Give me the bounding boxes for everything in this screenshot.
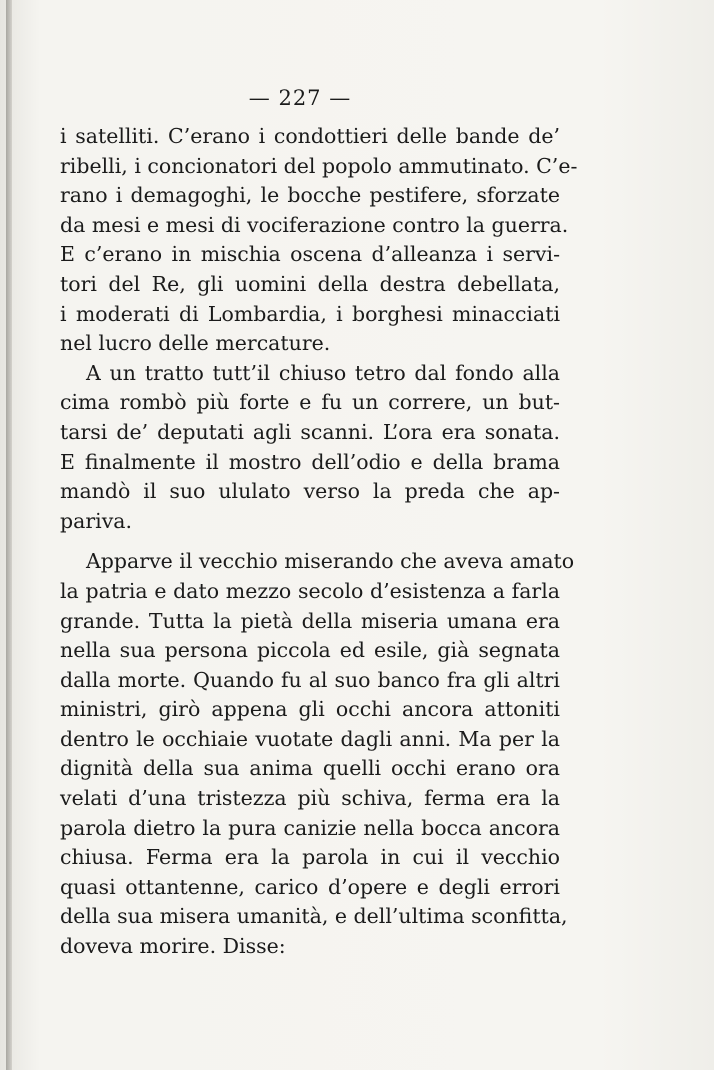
- text-line: nel lucro delle mercature.: [60, 331, 331, 356]
- text-line: A un tratto tutt’il chiuso tetro dal fondo alla: [86, 360, 560, 385]
- text-line: E finalmente il mostro dell’odio e della brama: [60, 449, 560, 474]
- text-line: dalla morte. Quando fu al suo banco fra gli altri: [60, 667, 560, 692]
- text-line: i satelliti. C’erano i condottieri delle bande de’: [60, 124, 560, 148]
- text-line: tarsi de’ deputati agli scanni. L’ora era sonata.: [60, 419, 560, 444]
- text-line: pariva.: [60, 508, 133, 533]
- text-line: ribelli, i concionatori del popolo ammutinato. C’e-: [60, 153, 578, 178]
- text-line: doveva morire. Disse:: [60, 934, 286, 959]
- text-line: rano i demagoghi, le bocche pestifere, sforzate: [60, 183, 560, 208]
- text-line: da mesi e mesi di vociferazione contro la guerra.: [60, 212, 569, 237]
- binding-edge: [6, 0, 12, 1070]
- text-line: nella sua persona piccola ed esile, già segnata: [60, 638, 560, 663]
- text-line: velati d’una tristezza più schiva, ferma era la: [60, 786, 560, 811]
- text-line: parola dietro la pura canizie nella bocca ancora: [60, 815, 560, 840]
- text-line: grande. Tutta la pietà della miseria umana era: [60, 608, 560, 633]
- paragraph-gap: [60, 536, 560, 547]
- text-line: E c’erano in mischia oscena d’alleanza i servi-: [60, 242, 560, 267]
- page-number: — 227 —: [248, 86, 352, 110]
- text-line: dentro le occhiaie vuotate dagli anni. Ma per la: [60, 726, 560, 751]
- text-line: della sua misera umanità, e dell’ultima sconfitta,: [60, 904, 568, 929]
- text-line: quasi ottantenne, carico d’opere e degli errori: [60, 874, 560, 899]
- text-line: chiusa. Ferma era la parola in cui il vecchio: [60, 845, 560, 870]
- text-line: i moderati di Lombardia, i borghesi minacciati: [60, 301, 560, 326]
- text-line: dignità della sua anima quelli occhi erano ora: [60, 756, 560, 781]
- text-line: la patria e dato mezzo secolo d’esistenza a farla: [60, 578, 560, 603]
- text-line: Apparve il vecchio miserando che aveva amato: [86, 549, 575, 574]
- text-line: cima rombò più forte e fu un correre, un but-: [60, 390, 560, 415]
- body-text: [60, 122, 578, 962]
- text-line: ministri, girò appena gli occhi ancora attoniti: [60, 697, 560, 722]
- text-line: mandò il suo ululato verso la preda che ap-: [60, 479, 560, 504]
- text-line: tori del Re, gli uomini della destra debellata,: [60, 271, 560, 296]
